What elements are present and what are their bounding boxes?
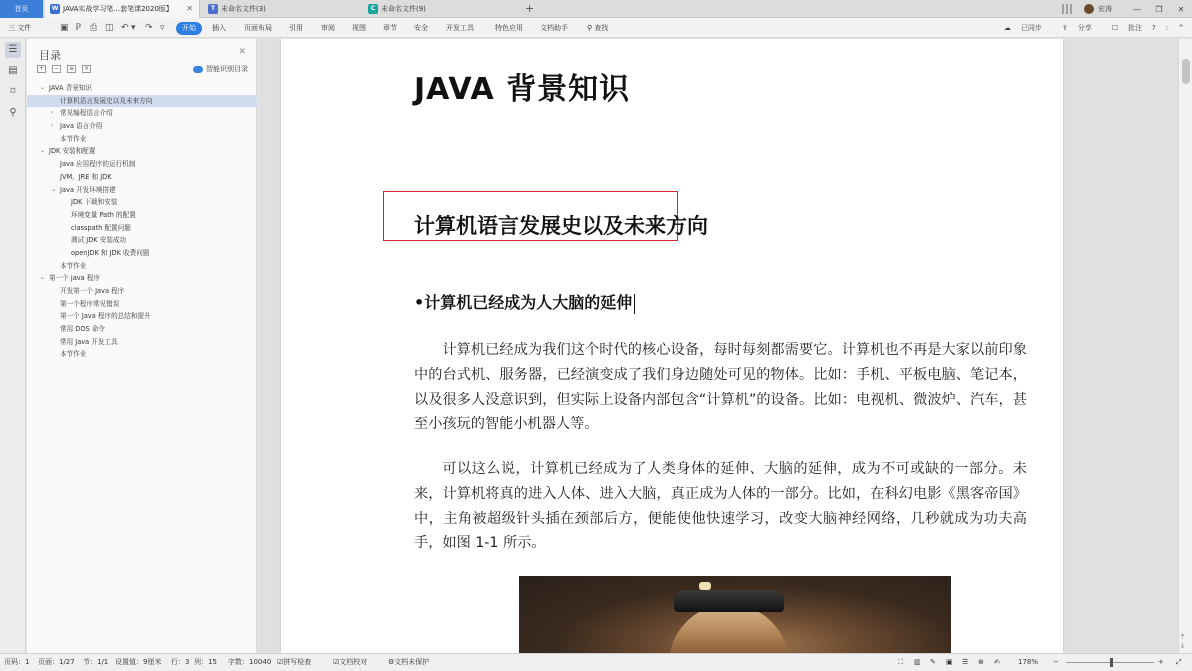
toc-item-label: classpath 配置问题 xyxy=(71,223,131,232)
writer-doc-icon: W xyxy=(51,5,59,12)
chevron-down-icon[interactable]: ⌄ xyxy=(40,84,46,91)
status-row: 行：3 xyxy=(171,658,190,666)
save-icon[interactable]: ▣ xyxy=(60,23,69,33)
fullscreen-icon[interactable]: ⛶ xyxy=(898,658,903,666)
status-page-number[interactable]: 页码：1 xyxy=(4,658,30,666)
toc-item[interactable] xyxy=(27,120,257,133)
page-view-icon[interactable]: ▣ xyxy=(946,658,953,666)
find-replace-icon[interactable]: ⚲ xyxy=(9,107,17,118)
page-thumbnail-icon[interactable]: ▤ xyxy=(8,65,18,76)
status-col: 列：15 xyxy=(194,658,217,666)
lock-icon: ⚙ xyxy=(388,658,395,666)
zoom-slider-handle[interactable] xyxy=(1110,658,1113,667)
print-icon[interactable]: ⎙ xyxy=(90,23,98,33)
toc-item-label: JAVA 背景知识 xyxy=(49,84,92,92)
toc-item-label: JVM、JRE 和 JDK xyxy=(60,172,112,181)
toc-item[interactable] xyxy=(27,348,257,361)
user-name: 宏涛 xyxy=(1098,5,1112,13)
toc-item-label: 第一个 Java 程序的总结和提升 xyxy=(60,312,151,321)
status-page[interactable]: 页面：1/27 xyxy=(38,658,75,666)
smart-toc-icon xyxy=(193,66,203,73)
menu-features[interactable]: 特色应用 xyxy=(495,24,523,32)
comment-icon: ☐ xyxy=(1111,24,1119,32)
outline-view-icon[interactable]: ☰ xyxy=(962,658,969,666)
proofread-icon: ☑ xyxy=(333,658,340,666)
protection-status[interactable] xyxy=(388,654,429,671)
tab-untitled-9-label: 未命名文件(9) xyxy=(381,5,426,13)
menu-view[interactable]: 视图 xyxy=(352,24,366,32)
zoom-in-button[interactable]: + xyxy=(1158,658,1164,666)
toc-item-label: 测试 JDK 安装成功 xyxy=(71,236,127,245)
menu-insert[interactable]: 插入 xyxy=(212,24,226,32)
bullet-heading[interactable] xyxy=(414,290,635,314)
close-icon[interactable]: ✕ xyxy=(186,4,193,13)
toc-level-icon[interactable]: ≡ xyxy=(68,65,75,72)
minimize-button[interactable]: — xyxy=(1133,4,1141,14)
collapse-ribbon-button[interactable]: ^ xyxy=(1178,24,1184,32)
toc-item[interactable] xyxy=(27,145,257,158)
toc-item[interactable] xyxy=(27,158,257,171)
window-controls xyxy=(1062,0,1192,18)
more-options-button[interactable]: : xyxy=(1165,24,1169,32)
proofread-button[interactable] xyxy=(333,654,367,671)
menu-doc-assistant[interactable]: 文档助手 xyxy=(540,24,568,32)
right-tools xyxy=(984,18,1184,38)
toc-item[interactable] xyxy=(27,323,257,336)
menu-start[interactable]: 开始 xyxy=(176,22,202,35)
toc-item[interactable] xyxy=(27,184,257,197)
heading-2[interactable]: 计算机语言发展史以及未来方向 xyxy=(414,214,708,238)
toc-item-label: 环境变量 Path 的配置 xyxy=(71,210,136,219)
toc-item[interactable] xyxy=(27,133,257,146)
menu-review[interactable]: 审阅 xyxy=(321,24,335,32)
help-button[interactable]: ? xyxy=(1152,24,1156,32)
tab-untitled-3[interactable] xyxy=(203,0,358,18)
write-mode-icon[interactable]: ✍ xyxy=(994,658,1000,666)
tab-document[interactable] xyxy=(45,0,200,18)
web-view-icon[interactable]: ⊕ xyxy=(978,658,984,666)
toc-item[interactable] xyxy=(27,234,257,247)
menu-security[interactable]: 安全 xyxy=(414,24,428,32)
status-section: 节：1/1 xyxy=(83,658,109,666)
menu-chapter[interactable]: 章节 xyxy=(383,24,397,32)
print-preview-icon[interactable]: ◫ xyxy=(105,23,114,33)
zoom-level[interactable]: 178% xyxy=(1018,658,1039,666)
toc-item[interactable] xyxy=(27,272,257,285)
toc-item-label: Java 语言介绍 xyxy=(60,122,103,131)
paragraph-1[interactable]: 计算机已经成为我们这个时代的核心设备，每时每刻都需要它。计算机也不再是大家以前印象中的台式机、服务器，已经演变成了我们身边随处可见的物体。比如：手机、平板电脑、笔记本，以及很多人没意识到，但实际上设备内部包含“计算机”的设备。比如：电视机、微波炉、汽车，甚至小孩玩的智能小机器人等。 xyxy=(414,342,1027,433)
toc-panel-icon[interactable]: ☰ xyxy=(5,42,21,58)
flowchart-icon: C xyxy=(368,4,378,14)
chevron-right-icon[interactable]: › xyxy=(51,109,54,117)
bookmark-icon[interactable]: ⌑ xyxy=(10,86,16,97)
left-icon-strip xyxy=(0,39,26,653)
toc-item[interactable] xyxy=(27,171,257,184)
toc-item-label: JDK 下载和安装 xyxy=(71,198,118,207)
share-label: 分享 xyxy=(1077,24,1092,32)
tab-document-label: JAVA实战学习笔...套笔课2020版】 xyxy=(63,5,173,13)
cloud-icon: ☁ xyxy=(1003,24,1011,32)
toc-item-label: 常见编程语言介绍 xyxy=(60,109,113,118)
toc-item[interactable] xyxy=(27,82,257,95)
toc-item[interactable] xyxy=(27,107,257,120)
menu-reference[interactable]: 引用 xyxy=(289,24,303,32)
comment-button[interactable] xyxy=(1102,23,1142,33)
zoom-out-button[interactable]: − xyxy=(1053,658,1059,666)
file-menu[interactable]: 三 文件 xyxy=(8,24,32,32)
share-icon: ⇪ xyxy=(1061,24,1068,32)
tab-untitled-3-label: 未命名文件(3) xyxy=(221,5,266,13)
toc-item-label: Java 开发环境搭建 xyxy=(60,185,116,194)
restore-button[interactable]: ❐ xyxy=(1155,4,1163,14)
comment-label: 批注 xyxy=(1128,24,1143,32)
read-mode-icon[interactable]: ▥ xyxy=(914,658,921,666)
spell-check-button[interactable] xyxy=(277,654,311,671)
status-position: 设置值：9厘米 xyxy=(115,658,162,666)
toc-item[interactable] xyxy=(27,285,257,298)
menu-developer[interactable]: 开发工具 xyxy=(446,24,474,32)
new-tab-button[interactable]: + xyxy=(525,2,535,15)
toc-title: 目录 xyxy=(39,49,61,62)
tab-home[interactable]: 首页 xyxy=(0,0,43,18)
status-word-count[interactable]: 字数：10040 xyxy=(228,658,272,666)
mindmap-icon: T xyxy=(208,4,218,14)
proofread-label: 文档校对 xyxy=(339,658,368,666)
toolbar xyxy=(0,18,1192,38)
toc-collapse-icon[interactable]: − xyxy=(53,65,60,72)
toc-panel xyxy=(27,39,257,653)
output-pdf-icon[interactable]: ℙ xyxy=(75,23,82,33)
scrollbar-thumb[interactable] xyxy=(1182,59,1190,84)
toc-item-label: 常用 Java 开发工具 xyxy=(60,337,118,346)
toc-item-label: 开发第一个 Java 程序 xyxy=(60,287,125,295)
heading-1[interactable]: JAVA 背景知识 xyxy=(414,72,631,107)
toc-item-label: 第一个 java 程序 xyxy=(49,274,100,283)
status-bar xyxy=(0,653,1192,671)
protection-label: 文档未保护 xyxy=(394,658,430,666)
figure-device xyxy=(674,590,784,612)
toc-list xyxy=(27,82,257,361)
search-box[interactable] xyxy=(587,18,608,38)
toc-item-label: 第一个程序常见错误 xyxy=(60,299,120,308)
toc-item-label: 计算机语言发展史以及未来方向 xyxy=(60,96,153,105)
sync-label: 已同步 xyxy=(1020,24,1042,32)
sync-status[interactable] xyxy=(994,23,1042,33)
search-icon: ⚲ xyxy=(587,24,593,32)
figure-image[interactable] xyxy=(519,576,951,653)
redo-icon[interactable]: ↷ xyxy=(145,23,153,33)
close-window-button[interactable]: ✕ xyxy=(1177,4,1185,14)
toc-delete-icon[interactable]: × xyxy=(83,65,90,72)
toc-expand-all-icon[interactable]: + xyxy=(38,65,45,72)
chevron-down-icon[interactable]: ⌄ xyxy=(40,147,46,155)
undo-icon[interactable]: ↶ xyxy=(121,23,129,33)
figure-light xyxy=(699,582,711,590)
user-account[interactable] xyxy=(1084,4,1112,14)
bullet-heading-text: •计算机已经成为人大脑的延伸 xyxy=(414,293,633,312)
spell-check-label: 拼写检查 xyxy=(283,658,312,666)
toc-item[interactable] xyxy=(27,196,257,209)
toc-item-label: 本节作业 xyxy=(60,134,87,143)
chevron-down-icon[interactable]: ⌄ xyxy=(40,274,46,282)
page-nav-icons[interactable]: ⤒ ⤓ xyxy=(1181,633,1185,649)
toc-controls xyxy=(37,65,97,73)
toc-item-label: 本节作业 xyxy=(60,350,87,359)
smart-toc-label: 智能识别目录 xyxy=(206,65,248,73)
toc-item[interactable] xyxy=(27,260,257,273)
smart-toc-button[interactable] xyxy=(193,64,248,74)
toc-item-label: Java 应用程序的运行机制 xyxy=(60,160,136,169)
close-icon[interactable]: ✕ xyxy=(238,47,246,57)
document-area[interactable] xyxy=(258,39,1178,653)
search-label: 查找 xyxy=(594,24,609,32)
toc-item[interactable] xyxy=(27,310,257,323)
toc-item-label: openJDK 和 JDK 收费问题 xyxy=(71,248,150,257)
chevron-down-icon[interactable]: ⌄ xyxy=(51,185,57,193)
vertical-scrollbar[interactable] xyxy=(1178,39,1192,653)
toc-item[interactable] xyxy=(27,298,257,311)
toc-item-selected[interactable] xyxy=(27,95,257,108)
undo-dropdown-icon[interactable]: ▾ xyxy=(131,23,136,33)
toc-item[interactable] xyxy=(27,247,257,260)
tab-untitled-9[interactable] xyxy=(363,0,518,18)
avatar xyxy=(1084,4,1094,14)
fit-page-icon[interactable]: ⤢ xyxy=(1176,658,1182,666)
more-icon[interactable]: ▿ xyxy=(160,23,165,33)
toc-item[interactable] xyxy=(27,209,257,222)
share-button[interactable] xyxy=(1052,23,1092,33)
toc-item-label: 本节作业 xyxy=(60,261,87,270)
document-page[interactable] xyxy=(281,39,1063,653)
toc-item-label: JDK 安装和配置 xyxy=(49,147,96,156)
chevron-right-icon[interactable]: › xyxy=(51,122,54,130)
tab-bar xyxy=(0,0,1192,18)
toc-item-label: 常用 DOS 命令 xyxy=(60,325,106,334)
toc-item[interactable] xyxy=(27,336,257,349)
text-cursor xyxy=(634,294,635,314)
menu-page-layout[interactable]: 页面布局 xyxy=(244,24,272,32)
toc-item[interactable] xyxy=(27,222,257,235)
spell-check-icon: ☑ xyxy=(277,658,284,666)
apps-grid-icon[interactable] xyxy=(1062,4,1072,14)
eye-protection-icon[interactable]: ✎ xyxy=(930,658,936,666)
paragraph-2[interactable]: 可以这么说，计算机已经成为了人类身体的延伸、大脑的延伸，成为不可或缺的一部分。未来，计算机将真的进入人体、进入大脑，真正成为人体的一部分。比如，在科幻电影《黑客帝国》中，主角被超级针头插在颈部后方，便能使他快速学习，改变大脑神经网络，几秒就成为功夫高手，如图 1-1 所示。 xyxy=(414,461,1027,552)
